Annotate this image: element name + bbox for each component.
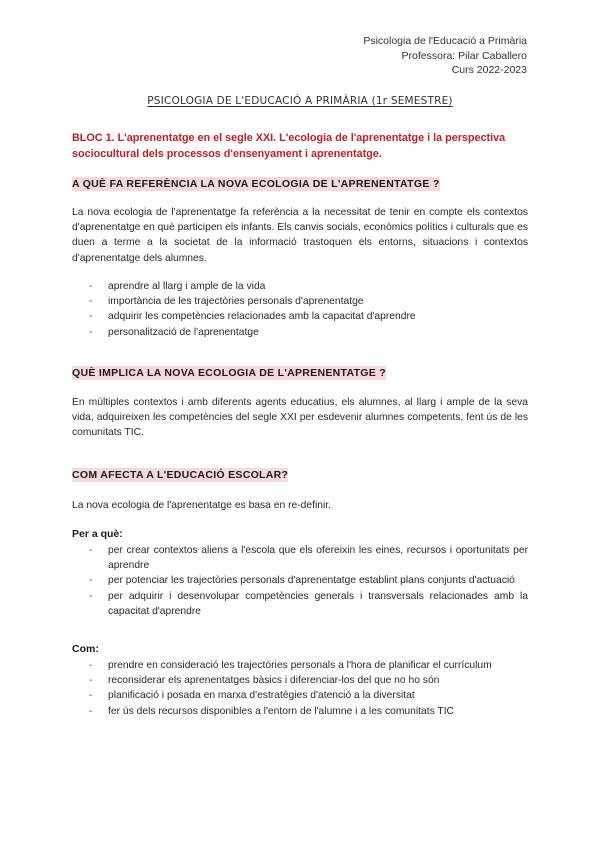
section-heading-3	[72, 469, 288, 481]
dash-bullet: -	[89, 326, 93, 338]
com-list	[72, 658, 528, 719]
section-heading-2	[72, 367, 386, 379]
course-year: Curs 2022-2023	[451, 64, 527, 76]
document-title-line	[0, 95, 600, 107]
teacher-name: Professora: Pilar Caballero	[401, 49, 527, 62]
dash-bullet: -	[89, 660, 93, 671]
course-name: Psicologia de l'Educació a Primària	[363, 35, 527, 47]
list-item: - personalització de l'aprenentatge	[72, 325, 528, 340]
section-heading-3-text: COM AFECTA A L'EDUCACIÓ ESCOLAR?	[72, 469, 289, 481]
list-item: - per adquirir i desenvolupar competències generals i transversals relacionades amb la capacitat d'aprendre	[89, 590, 528, 617]
bloc-title: BLOC 1. L'aprenentatge en el segle XXI. L'ecologia de l'aprenentatge i la perspectiva sociocultural dels processos d'ensenyament i aprenentatge.	[72, 132, 506, 160]
dash-bullet: -	[89, 311, 93, 323]
section-heading-2-text: QUÈ IMPLICA LA NOVA ECOLOGIA DE L'APRENENTATGE ?	[72, 367, 387, 379]
dash-bullet: -	[89, 675, 93, 687]
com-label: Com:	[72, 643, 99, 655]
section-1-paragraph: La nova ecologia de l'aprenentatge fa referència a la necessitat de tenir en compte els contextos d'aprenentatge en què participen els infants. Els canvis socials, econòmics polítics i culturals que es duen a terme a la societat de la informació trastoquen els entorns, situacions i contextos d'aprenentatge dels alumnes.	[72, 207, 528, 264]
dash-bullet: -	[89, 705, 93, 717]
list-item: - aprendre al llarg i ample de la vida	[72, 279, 528, 294]
list-item: - reconsiderar els aprenentatges bàsics i diferenciar-los del que no ho són	[72, 673, 528, 688]
dash-bullet: -	[89, 690, 93, 702]
section-1-list	[72, 279, 528, 340]
list-item: - importància de les trajectòries personals d'aprenentatge	[72, 294, 528, 309]
document-title: PSICOLOGIA DE L'EDUCACIÓ A PRIMÀRIA (1r SEMESTRE)	[147, 95, 453, 107]
per-a-que-list	[72, 543, 528, 619]
dash-bullet: -	[89, 575, 93, 587]
dash-bullet: -	[89, 545, 93, 556]
list-item: - prendre en consideració les trajectòries personals a l'hora de planificar el currículum	[72, 658, 528, 673]
list-item: - adquirir les competències relacionades amb la capacitat d'aprendre	[72, 309, 528, 324]
list-item: - planificació i posada en marxa d'estratègies d'atenció a la diversitat	[72, 688, 528, 703]
section-2-paragraph: En múltiples contextos i amb diferents agents educatius, els alumnes, al llarg i ample de la seva vida, adquireixen les competències del segle XXI per esdevenir alumnes competents, fent ús de les comunitats TIC.	[72, 397, 528, 439]
dash-bullet: -	[89, 590, 93, 602]
document-header	[363, 34, 527, 78]
list-item: - fer ús dels recursos disponibles a l'entorn de l'alumne i a les comunitats TIC	[72, 704, 528, 719]
section-heading-1	[72, 178, 440, 190]
section-heading-1-text: A QUÈ FA REFERÈNCIA LA NOVA ECOLOGIA DE L'APRENENTATGE ?	[72, 178, 440, 190]
dash-bullet: -	[89, 296, 93, 308]
list-item: - per crear contextos aliens a l'escola que els ofereixin les eines, recursos i oportunitats per aprendre	[89, 545, 528, 572]
section-3-paragraph: La nova ecologia de l'aprenentatge es basa en re-definir.	[72, 500, 332, 511]
dash-bullet: -	[89, 281, 93, 292]
per-a-que-label: Per a què:	[72, 528, 123, 540]
list-item: - per potenciar les trajectòries personals d'aprenentatge establint plans conjunts d'actuació	[72, 573, 528, 588]
